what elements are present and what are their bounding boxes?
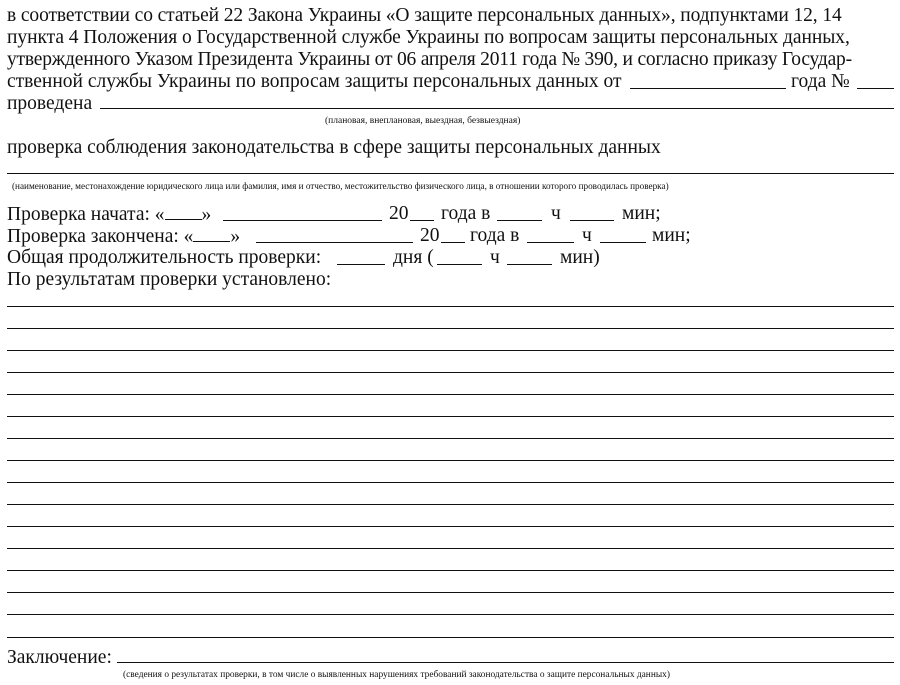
- order-year-label: года №: [791, 71, 850, 92]
- results-line[interactable]: [7, 350, 894, 351]
- results-line[interactable]: [7, 614, 894, 615]
- duration-hour-label: ч: [490, 247, 500, 268]
- results-line[interactable]: [7, 328, 894, 329]
- results-line[interactable]: [7, 460, 894, 461]
- paragraph-line-3: утвержденного Указом Президента Украины от 06 апреля 2011 года № 390, и согласно приказу Государ-: [7, 49, 852, 70]
- duration-min-label: мин): [560, 247, 600, 268]
- duration-hours-field[interactable]: [437, 264, 482, 265]
- start-min-field[interactable]: [570, 220, 614, 221]
- results-line[interactable]: [7, 637, 894, 638]
- end-day-field[interactable]: [193, 225, 230, 242]
- end-year-field[interactable]: [441, 242, 465, 243]
- paragraph-line-4: [7, 71, 622, 93]
- results-line[interactable]: [7, 438, 894, 439]
- results-line[interactable]: [7, 482, 894, 483]
- results-line[interactable]: [7, 548, 894, 549]
- end-month-field[interactable]: [256, 242, 413, 243]
- conclusion-caption: (сведения о результатах проверки, в том числе о выявленных нарушениях требований законодательства о защите персональных данных): [123, 670, 670, 680]
- results-label: По результатам проверки установлено:: [7, 269, 332, 290]
- start-year-field[interactable]: [410, 220, 434, 221]
- end-min-field[interactable]: [600, 242, 646, 243]
- start-row: [7, 203, 211, 226]
- start-year-prefix: 20: [389, 203, 409, 224]
- duration-days-field[interactable]: [337, 264, 385, 265]
- conclusion-label: Заключение:: [7, 647, 112, 668]
- inspection-type-field[interactable]: [100, 108, 894, 109]
- start-month-field[interactable]: [223, 220, 382, 221]
- end-min-label: мин;: [652, 225, 691, 246]
- results-line[interactable]: [7, 592, 894, 593]
- order-number-field[interactable]: [857, 88, 894, 89]
- end-row: [7, 225, 240, 248]
- order-date-field[interactable]: [630, 88, 786, 89]
- paragraph-line-1: в соответствии со статьей 22 Закона Украины «О защите персональных данных», подпунктами 12, 14: [7, 5, 842, 26]
- results-line[interactable]: [7, 372, 894, 373]
- end-hour-label: ч: [582, 225, 592, 246]
- paragraph-line-5: проведена: [7, 93, 93, 114]
- start-label: Проверка начата: «: [7, 204, 165, 225]
- start-hour-field[interactable]: [497, 220, 542, 221]
- results-line[interactable]: [7, 306, 894, 307]
- paragraph-line-4-text: ственной службы Украины по вопросам защиты персональных данных от: [7, 71, 622, 92]
- start-min-label: мин;: [622, 203, 661, 224]
- results-line[interactable]: [7, 570, 894, 571]
- subject-field[interactable]: [7, 173, 894, 174]
- inspection-type-caption: (плановая, внеплановая, выездная, безвыездная): [325, 116, 521, 126]
- conclusion-field[interactable]: [117, 662, 894, 663]
- end-year-prefix: 20: [420, 225, 440, 246]
- results-line[interactable]: [7, 394, 894, 395]
- results-line[interactable]: [7, 526, 894, 527]
- subject-heading: проверка соблюдения законодательства в сфере защиты персональных данных: [7, 137, 661, 158]
- end-label: Проверка закончена: «: [7, 226, 194, 247]
- duration-min-field[interactable]: [507, 264, 552, 265]
- start-hour-label: ч: [551, 203, 561, 224]
- start-quote-close: »: [201, 204, 212, 225]
- paragraph-line-2: пункта 4 Положения о Государственной службе Украины по вопросам защиты персональных данных,: [7, 27, 850, 48]
- results-line[interactable]: [7, 416, 894, 417]
- results-line[interactable]: [7, 504, 894, 505]
- end-quote-close: »: [230, 226, 241, 247]
- start-year-word: года в: [441, 203, 491, 224]
- subject-caption: (наименование, местонахождение юридического лица или фамилия, имя и отчество, местожительство физического лица, в отношении которого проводилась проверка): [12, 181, 669, 191]
- start-day-field[interactable]: [165, 203, 202, 220]
- end-year-word: года в: [470, 225, 520, 246]
- duration-label: Общая продолжительность проверки:: [7, 247, 322, 268]
- end-hour-field[interactable]: [527, 242, 574, 243]
- duration-days-label: дня (: [393, 247, 434, 268]
